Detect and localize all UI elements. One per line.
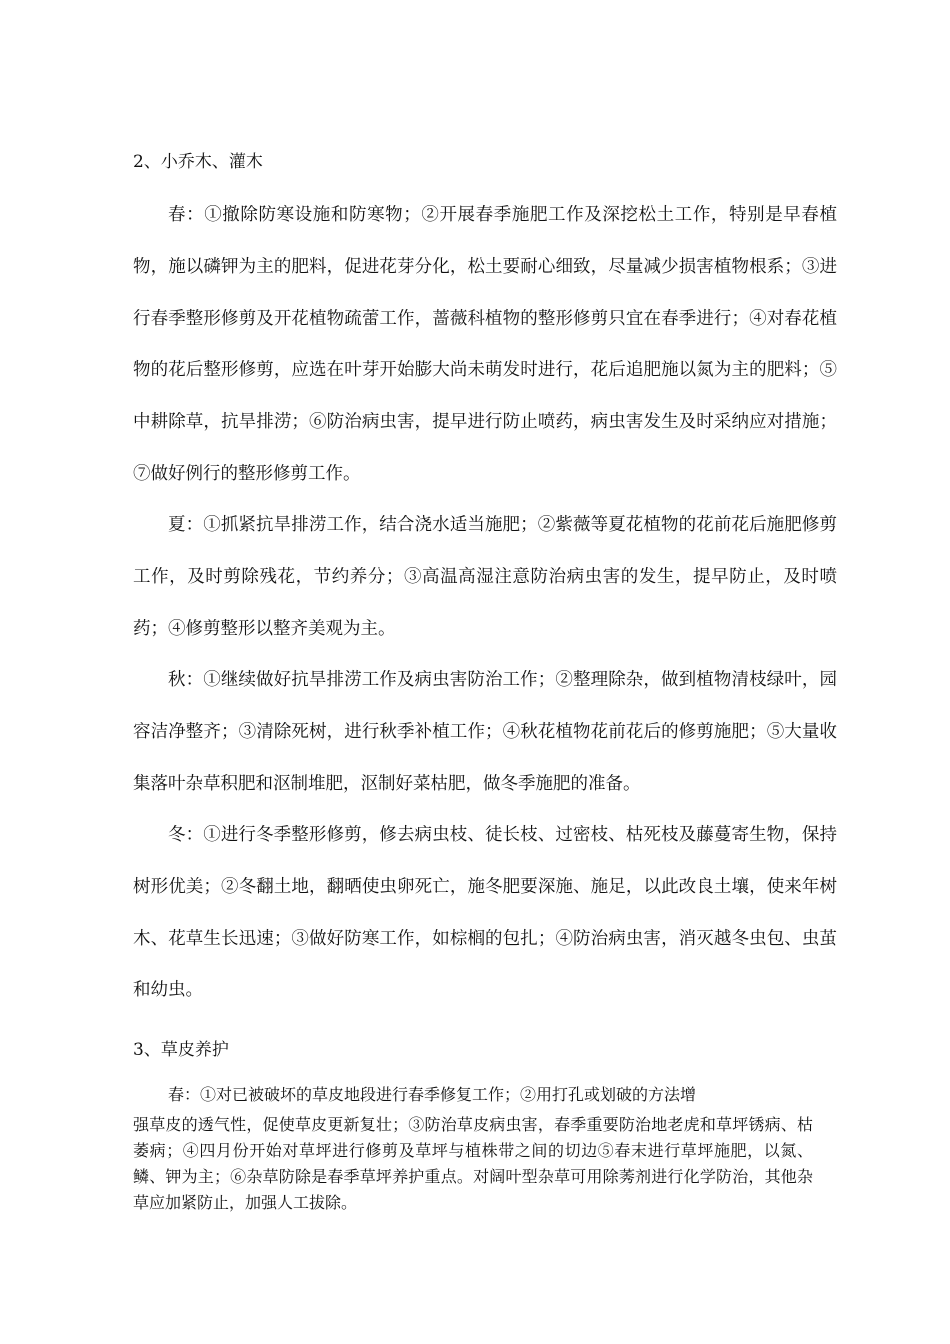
paragraph-spring-lawn-first-line: 春：①对已被破坏的草皮地段进行春季修复工作；②用打孔或划破的方法增 (168, 1085, 697, 1104)
paragraph-winter-shrubs: 冬：①进行冬季整形修剪，修去病虫枝、徒长枝、过密枝、枯死枝及藤蔓寄生物，保持树形优美；②冬翻土地，翻晒使虫卵死亡，施冬肥要深施、施足，以此改良土壤，使来年树木、花草生长迅速；③做好防寒工作，如棕榈的包扎；④防治病虫害，消灭越冬虫包、虫茧和幼虫。 (133, 825, 837, 1001)
paragraph-spring-lawn-body: 强草皮的透气性，促使草皮更新复壮；③防治草皮病虫害，春季重要防治地老虎和草坪锈病、枯萎病；④四月份开始对草坪进行修剪及草坪与植株带之间的切边⑤春末进行草坪施肥，以氮、鳞、钾为主；⑥杂草防除是春季草坪养护重点。对阔叶型杂草可用除莠剂进行化学防治，其他杂草应加紧防止，加强人工拔除。 (133, 1115, 813, 1212)
paragraph-summer-shrubs: 夏：①抓紧抗旱排涝工作，结合浇水适当施肥；②紫薇等夏花植物的花前花后施肥修剪工作，及时剪除残花，节约养分；③高温高湿注意防治病虫害的发生，提早防止，及时喷药；④修剪整形以整齐美观为主。 (133, 515, 837, 639)
section-heading-shrubs: 2、小乔木、灌木 (133, 152, 263, 172)
section-heading-lawn: 3、草皮养护 (133, 1040, 229, 1060)
paragraph-autumn-shrubs: 秋：①继续做好抗旱排涝工作及病虫害防治工作；②整理除杂，做到植物清枝绿叶，园容洁净整齐；③清除死树，进行秋季补植工作；④秋花植物花前花后的修剪施肥；⑤大量收集落叶杂草积肥和沤制堆肥，沤制好菜枯肥，做冬季施肥的准备。 (133, 670, 837, 794)
paragraph-spring-shrubs: 春：①撤除防寒设施和防寒物；②开展春季施肥工作及深挖松土工作，特别是早春植物，施以磷钾为主的肥料，促进花芽分化，松土要耐心细致，尽量减少损害植物根系；③进行春季整形修剪及开花植物疏蕾工作，蔷薇科植物的整形修剪只宜在春季进行；④对春花植物的花后整形修剪，应选在叶芽开始膨大尚未萌发时进行，花后追肥施以氮为主的肥料；⑤中耕除草，抗旱排涝；⑥防治病虫害，提早进行防止喷药，病虫害发生及时采纳应对措施；⑦做好例行的整形修剪工作。 (133, 205, 837, 484)
